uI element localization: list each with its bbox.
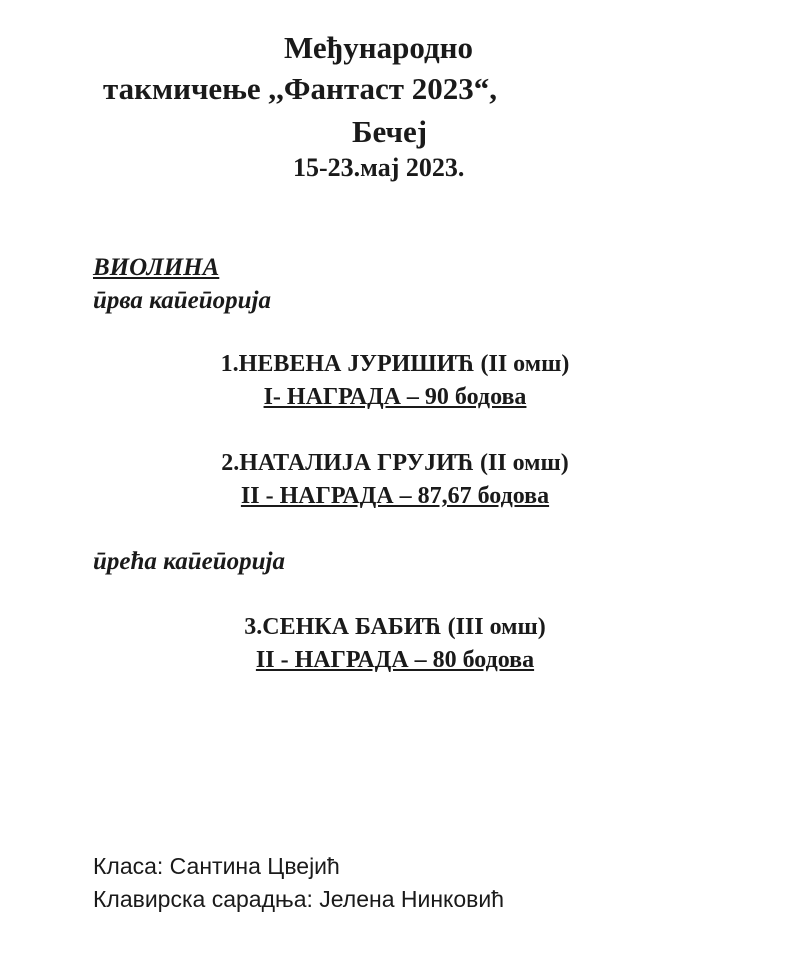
participant-name: 2.НАТАЛИЈА ГРУЈИЋ (II омш) — [221, 450, 569, 476]
category-label: ӣрва каӣеӣорија — [93, 287, 271, 314]
participant-name: 3.СЕНКА БАБИЋ (III омш) — [244, 614, 546, 640]
participant-award: II - НАГРАДА – 87,67 бодова — [240, 483, 550, 509]
piano-accompanist-line: Клавирска сарадња: Јелена Нинковић — [93, 886, 505, 912]
category-label: ӣрећа каӣеӣорија — [93, 548, 285, 575]
participant-award: II - НАГРАДА – 80 бодова — [255, 647, 535, 673]
participant-name: 1.НЕВЕНА ЈУРИШИЋ (II омш) — [220, 351, 570, 377]
title-line-1: Међународно — [284, 30, 474, 65]
title-line-3: Бечеј — [352, 114, 428, 149]
participant-award: I- НАГРАДА – 90 бодова — [263, 384, 527, 410]
event-dates: 15-23.мај 2023. — [293, 153, 465, 182]
instrument-heading: ВИОЛИНА — [93, 254, 220, 281]
title-line-2: такмичење ,,Фантаст 2023“, — [103, 71, 497, 106]
teacher-class-line: Класа: Сантина Цвејић — [93, 853, 340, 879]
